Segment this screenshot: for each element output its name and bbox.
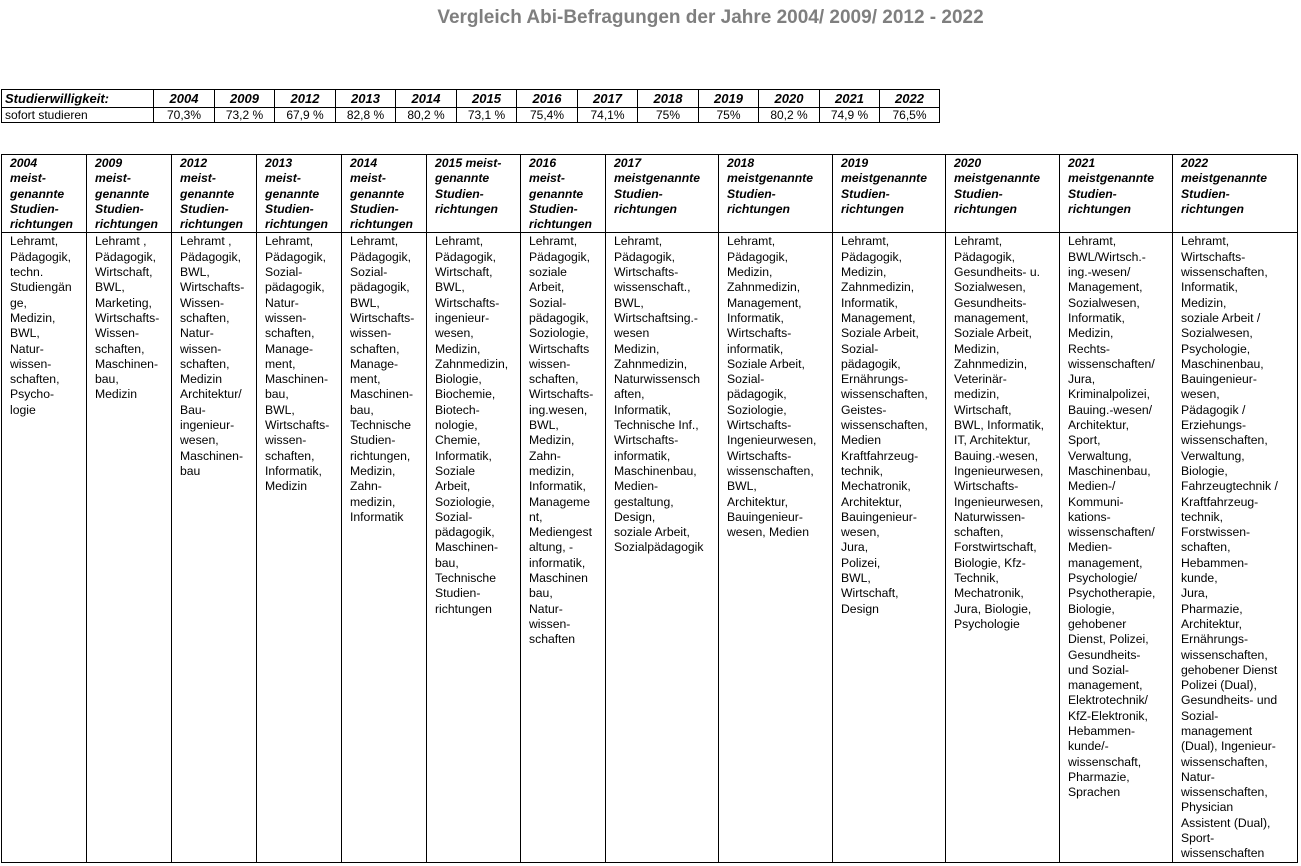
year-header: 2021 [820, 90, 880, 108]
study-fields-cell: Lehramt, Pädagogik, Wirtschaft, BWL, Wirtschafts- ingenieur- wesen, Medizin, Zahnmedizin, Biologie, Biochemie, Biotech- nologie, Chemie, Informatik, Soziale Arbeit, Soziologie, Sozial- pädagogik, Maschinen- bau, Technische Studien- richtungen [427, 233, 521, 862]
year-header: 2019 [699, 90, 759, 108]
column-header: 2009 meist- genannte Studien- richtungen [87, 155, 172, 233]
willingness-value: 75% [699, 108, 759, 123]
willingness-header-row [2, 90, 940, 108]
study-fields-cell: Lehramt, Pädagogik, techn. Studiengän ge, Medizin, BWL, Natur- wissen- schaften, Psycho- logie [2, 233, 87, 862]
column-header: 2021 meistgenannte Studien- richtungen [1060, 155, 1173, 233]
column-header: 2018 meistgenannte Studien- richtungen [719, 155, 833, 233]
willingness-value: 74,9 % [820, 108, 880, 123]
year-header: 2004 [154, 90, 215, 108]
year-header: 2013 [336, 90, 396, 108]
willingness-value: 74,1% [578, 108, 638, 123]
study-fields-cell: Lehramt, BWL/Wirtsch.- ing.-wesen/ Management, Sozialwesen, Informatik, Medizin, Rechts- wissenschaften/ Jura, Kriminalpolizei, Bauing.-wesen/ Architektur, Sport, Verwaltung, Maschinenbau, Medien-/ Kommuni- kations- wissenschaften/ Medien- management, Psychologie/ Psychotherapie, Biologie, gehobener Dienst, Polizei, Gesundheits- und Sozial- management, Elektrotechnik/ KfZ-Elektronik, Hebammen- kunde/- wissenschaft, Pharmazie, Sprachen [1060, 233, 1173, 862]
study-fields-cell: Lehramt, Pädagogik, Medizin, Zahnmedizin, Management, Informatik, Wirtschafts- informatik, Soziale Arbeit, Sozial- pädagogik, Soziologie, Wirtschafts- Ingenieurwesen, Wirtschafts- wissenschaften, BWL, Architektur, Bauingenieur- wesen, Medien [719, 233, 833, 862]
study-fields-header-row [2, 155, 1298, 233]
willingness-value: 76,5% [880, 108, 940, 123]
year-header: 2014 [396, 90, 457, 108]
willingness-value-row [2, 108, 940, 123]
willingness-value: 75% [638, 108, 699, 123]
willingness-value: 73,2 % [215, 108, 275, 123]
column-header: 2015 meist- genannte Studien- richtungen [427, 155, 521, 233]
willingness-header-label: Studierwilligkeit: [2, 90, 154, 108]
study-fields-cell: Lehramt, Pädagogik, Medizin, Zahnmedizin, Informatik, Management, Soziale Arbeit, Sozial- pädagogik, Ernährungs- wissenschaften, Geistes- wissenschaften, Medien Kraftfahrzeug- technik, Mechatronik, Architektur, Bauingenieur- wesen, Jura, Polizei, BWL, Wirtschaft, Design [833, 233, 946, 862]
column-header: 2017 meistgenannte Studien- richtungen [606, 155, 719, 233]
column-header: 2014 meist- genannte Studien- richtungen [342, 155, 427, 233]
willingness-row-label: sofort studieren [2, 108, 154, 123]
year-header: 2018 [638, 90, 699, 108]
page-title: Vergleich Abi-Befragungen der Jahre 2004/ 2009/ 2012 - 2022 [437, 7, 984, 28]
column-header: 2016 meist- genannte Studien- richtungen [521, 155, 606, 233]
year-header: 2020 [759, 90, 820, 108]
column-header: 2012 meist- genannte Studien- richtungen [172, 155, 257, 233]
column-header: 2020 meistgenannte Studien- richtungen [946, 155, 1060, 233]
year-header: 2009 [215, 90, 275, 108]
year-header: 2012 [275, 90, 336, 108]
study-fields-cell: Lehramt , Pädagogik, Wirtschaft, BWL, Marketing, Wirtschafts- Wissen- schaften, Maschinen- bau, Medizin [87, 233, 172, 862]
study-fields-cell: Lehramt, Pädagogik, Sozial- pädagogik, BWL, Wirtschafts- wissen- schaften, Manage- ment, Maschinen- bau, Technische Studien- richtungen, Medizin, Zahn- medizin, Informatik [342, 233, 427, 862]
year-header: 2022 [880, 90, 940, 108]
year-header: 2015 [457, 90, 517, 108]
willingness-table [1, 89, 940, 123]
column-header: 2019 meistgenannte Studien- richtungen [833, 155, 946, 233]
column-header: 2004 meist- genannte Studien- richtungen [2, 155, 87, 233]
study-fields-body-row [2, 233, 1298, 862]
column-header: 2013 meist- genannte Studien- richtungen [257, 155, 342, 233]
study-fields-cell: Lehramt, Pädagogik, Sozial- pädagogik, Natur- wissen- schaften, Manage- ment, Maschinen- bau, BWL, Wirtschafts- wissen- schaften, Informatik, Medizin [257, 233, 342, 862]
willingness-value: 70,3% [154, 108, 215, 123]
willingness-value: 80,2 % [759, 108, 820, 123]
study-fields-cell: Lehramt , Pädagogik, BWL, Wirtschafts- Wissen- schaften, Natur- wissen- schaften, Medizin Architektur/ Bau- ingenieur- wesen, Maschinen- bau [172, 233, 257, 862]
year-header: 2016 [517, 90, 578, 108]
study-fields-cell: Lehramt, Pädagogik, soziale Arbeit, Sozial- pädagogik, Soziologie, Wirtschafts wissen- schaften, Wirtschafts- ing.wesen, BWL, Medizin, Zahn- medizin, Informatik, Manageme nt, Mediengest altung, - informatik, Maschinen bau, Natur- wissen- schaften [521, 233, 606, 862]
study-fields-cell: Lehramt, Wirtschafts- wissenschaften, Informatik, Medizin, soziale Arbeit / Sozialwesen, Psychologie, Maschinenbau, Bauingenieur- wesen, Pädagogik / Erziehungs- wissenschaften, Verwaltung, Biologie, Fahrzeugtechnik / Kraftfahrzeug- technik, Forstwissen- schaften, Hebammen- kunde, Jura, Pharmazie, Architektur, Ernährungs- wissenschaften, gehobener Dienst Polizei (Dual), Gesundheits- und Sozial- management (Dual), Ingenieur- wissenschaften, Natur- wissenschaften, Physician Assistent (Dual), Sport- wissenschaften [1173, 233, 1298, 862]
study-fields-table [1, 154, 1298, 863]
willingness-value: 80,2 % [396, 108, 457, 123]
willingness-value: 73,1 % [457, 108, 517, 123]
year-header: 2017 [578, 90, 638, 108]
willingness-value: 82,8 % [336, 108, 396, 123]
study-fields-cell: Lehramt, Pädagogik, Gesundheits- u. Sozialwesen, Gesundheits- management, Soziale Arbeit, Medizin, Zahnmedizin, Veterinär- medizin, Wirtschaft, BWL, Informatik, IT, Architektur, Bauing.-wesen, Ingenieurwesen, Wirtschafts- Ingenieurwesen, Naturwissen- schaften, Forstwirtschaft, Biologie, Kfz- Technik, Mechatronik, Jura, Biologie, Psychologie [946, 233, 1060, 862]
study-fields-cell: Lehramt, Pädagogik, Wirtschafts- wissenschaft., BWL, Wirtschaftsing.- wesen Medizin, Zahnmedizin, Naturwissensch aften, Informatik, Technische Inf., Wirtschafts- informatik, Maschinenbau, Medien- gestaltung, Design, soziale Arbeit, Sozialpädagogik [606, 233, 719, 862]
willingness-value: 75,4% [517, 108, 578, 123]
willingness-value: 67,9 % [275, 108, 336, 123]
column-header: 2022 meistgenannte Studien- richtungen [1173, 155, 1298, 233]
